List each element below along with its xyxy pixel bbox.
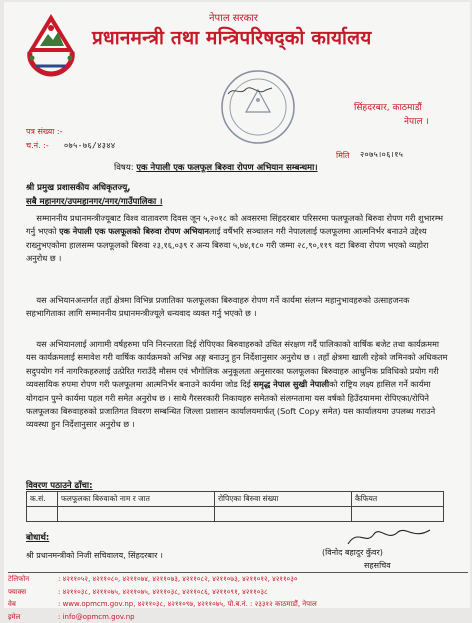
cc-label: बोधार्थ: xyxy=(26,532,49,543)
footer-row xyxy=(8,586,468,599)
footer-label: वेब xyxy=(8,598,58,611)
footer-email[interactable]: : info@opmcm.gov.np xyxy=(58,611,468,623)
footer-row xyxy=(8,611,468,623)
paragraph-1-text-a: सम्माननीय प्रधानमन्त्रीज्यूबाट विश्व वातावरण दिवस जून ५,२०१८ को अवसरमा सिंहदरबार परिसरमा फलफूलको बिरुवा रोपण गरी शुभारम्भ गर्नु भएको xyxy=(26,213,443,236)
table-cell xyxy=(58,507,215,522)
footer-label: टेलिफोन xyxy=(8,573,58,586)
distribution-format-title: विवरण पठाउने ढाँचा: xyxy=(26,480,93,491)
table-cell xyxy=(27,507,58,522)
signatory-title: सहसचिव xyxy=(364,560,391,571)
date-label: मिति xyxy=(336,150,350,161)
dispatch-number-value: ०७५-७६/४३४४ xyxy=(64,140,115,151)
table-header-cell: क.सं. xyxy=(27,492,58,507)
subject-line xyxy=(114,162,318,173)
stamp-handwriting xyxy=(226,84,274,98)
footer-label: फ्याक्स xyxy=(8,586,58,599)
letter-number-label: पत्र संख्या :- xyxy=(26,126,62,137)
office-address: सिंहदरबार, काठमाडौं xyxy=(354,100,422,113)
table-cell xyxy=(352,507,444,522)
paragraph-3-text-c: को राष्ट्रिय लक्ष्य हासिल गर्ने कार्यमा योगदान पुग्ने कार्यमा पहल गरी समेत अनुरोध छ । साथै गैरसरकारी निकायहरु समेतको संलग्नतामा यस वर्षको हिउँदयाममा रोपिएका/रोपिने फलफूलका बिरुवाहरुको प्रजातिगत विवरण सम्बन्धित जिल्ला प्रशासन कार्यालयमार्फत् (Soft Copy समेत) यस कार्यालयमा उपलब्ध गराउने व्यवस्था हुन निर्देशानुसार अनुरोध छ । xyxy=(26,379,435,429)
paragraph-2 xyxy=(26,294,451,321)
table-header-cell: फलफूलका बिरुवाको नाम र जात xyxy=(58,492,215,507)
subject-text: एक नेपाली एक फलफूल बिरुवा रोपण अभियान सम्बन्धमा। xyxy=(136,163,317,173)
addressee-title: श्री प्रमुख प्रशासकीय अधिकृतज्यू, xyxy=(26,182,131,193)
nepal-emblem-icon xyxy=(22,12,80,78)
footer-row xyxy=(8,573,468,586)
office-seal-stamp xyxy=(218,68,298,146)
table-header-cell: कैफियत xyxy=(352,492,444,507)
signatory-name: (विनोद बहादुर कुँवर) xyxy=(322,547,383,558)
table-header-cell: रोपिएका बिरुवा संख्या xyxy=(215,492,352,507)
footer-value: : ४२११०३८, ४२११०७५, ४२११०७५, ४२११०३८, ४२११०८६, ४२११०९१, ४२११०३८ xyxy=(58,586,468,599)
paragraph-2-text: यस अभियानअन्तर्गत तहाँ क्षेत्रमा विभिन्न प्रजातिका फलफूलका बिरुवाहरु रोपण गर्ने कार्यमा संलग्न महानुभावहरुको उत्साहजनक सहभागिताका लागि सम्माननीय प्रधानमन्त्रीज्यूले धन्यवाद व्यक्त गर्नु भएको छ । xyxy=(26,295,409,318)
distribution-format-table xyxy=(26,491,444,522)
dispatch-number-label: च.नं. :- xyxy=(26,140,49,151)
cc-recipient: श्री प्रधानमन्त्रीको निजी सचिवालय, सिंहदरबार । xyxy=(26,550,163,561)
footer-label: इमेल xyxy=(8,611,58,623)
footer-row xyxy=(8,598,468,611)
subject-label: विषय: xyxy=(114,163,134,173)
table-row xyxy=(27,507,444,522)
office-title: प्रधानमन्त्री तथा मन्त्रिपरिषद्‌को कार्यालय xyxy=(92,24,371,50)
government-name: नेपाल सरकार xyxy=(209,10,258,24)
date-value: २०७५।०६।१५ xyxy=(360,149,403,160)
letter-page xyxy=(4,2,470,608)
table-cell xyxy=(215,507,352,522)
national-slogan: समृद्ध नेपाल सुखी नेपाली xyxy=(253,379,329,389)
campaign-name: एक नेपाली एक फलफूलको बिरुवा रोपण अभियान xyxy=(59,226,209,236)
paragraph-3-text-a: यस अभियानलाई आगामी वर्षहरुमा पनि निरन्तरता दिई रोपिएका बिरुवाहरुको उचित संरक्षण गर्दै पालिकाको वार्षिक बजेट तथा कार्यक्रममा यस कार्यक्रमलाई समावेश गरी वार्षिक कार्यक्रमको अभिन्न अङ्ग बनाउनु हुन निर्देशानुसार अनुरोध छ । तहाँ क्षेत्रमा खाली रहेको जमिनको अधिकतम सदुपयोग गर्न नागरिकहरुलाई उत्प्रेरित गराउँदै मौसम एवं भौगोलिक अनुकूलता अनुसारका फलफूलका बिरुवाहरु आधुनिक प्रविधिको प्रयोग गरी व्यवसायिक रुपमा रोपण गरी फलफूलमा आत्मनिर्भर बनाउने कार्यमा जोड दिई xyxy=(26,339,447,389)
footer-value: : www.opmcm.gov.np, ४२११०३८, ४२११०९७, ४२११०७५, पो.ब.नं. : २३३१२ काठमाडौं, नेपाल xyxy=(58,598,468,611)
paragraph-3 xyxy=(26,338,451,432)
country-name: नेपाल । xyxy=(404,114,429,127)
footer-value: : ४२११०५२, ४२११०८०, ४२११०७४, ४२११०७३, ४२११०८२, ४२११०७३, ४२११०१२, ४२११०३० xyxy=(58,573,468,586)
addressee-bodies: सबै महानगर/उपमहानगर/नगर/गाउँपालिका । xyxy=(26,196,162,207)
paragraph-1-text-c: लाई वर्षैभरि सञ्चालन गरी नेपाललाई फलफूलमा आत्मनिर्भर बनाउने उद्देश्य राख्नुभएकोमा हालसम्म फलफूलको बिरुवा २३,१६,०३९ र अन्य बिरुवा ५,७४,१८० गरी जम्मा २८,९०,११९ वटा बिरुवा रोपण भएको व्यहोरा अनुरोध छ । xyxy=(26,226,429,263)
letterhead-footer xyxy=(8,572,468,623)
table-row xyxy=(27,492,444,507)
paragraph-1 xyxy=(26,212,451,266)
